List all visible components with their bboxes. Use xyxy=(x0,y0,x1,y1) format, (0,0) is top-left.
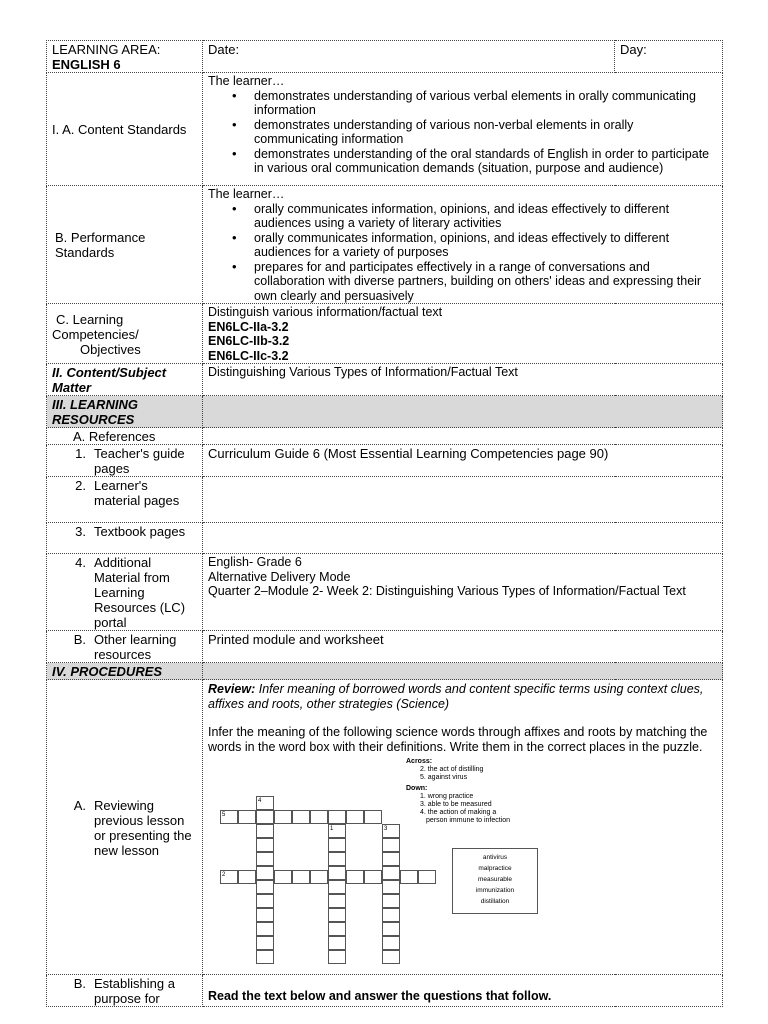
crossword-cell[interactable] xyxy=(382,936,400,950)
crossword-cell[interactable] xyxy=(346,870,364,884)
crossword-cell[interactable] xyxy=(310,870,328,884)
resource-number: 2. xyxy=(75,478,86,493)
procedures-row xyxy=(47,663,723,680)
resource-value-line: English- Grade 6 xyxy=(208,555,302,569)
resource-value-line: Quarter 2–Module 2- Week 2: Distinguishing Various Types of Information/Factual Text xyxy=(208,584,686,598)
subject-name: ENGLISH 6 xyxy=(52,57,121,72)
crossword-cell[interactable] xyxy=(328,810,346,824)
resource-value-line: Alternative Delivery Mode xyxy=(208,569,351,584)
crossword-cell[interactable] xyxy=(238,810,256,824)
review-cell xyxy=(203,680,723,975)
purpose-label-text: Establishing a purpose for xyxy=(94,976,175,1006)
crossword-cell[interactable] xyxy=(382,838,400,852)
crossword-cell[interactable] xyxy=(256,880,274,894)
procedures-cell xyxy=(203,663,723,680)
review-label xyxy=(47,680,203,975)
word-box xyxy=(452,848,538,914)
competency-code: EN6LC-IIc-3.2 xyxy=(208,348,289,363)
word-box-item: malpractice xyxy=(478,865,512,872)
references-row xyxy=(47,428,723,445)
content-standards-row xyxy=(47,73,723,186)
review-bold: Review: xyxy=(208,682,256,696)
competencies-label-line: Competencies/ xyxy=(52,326,139,342)
crossword-clue-number: 5 xyxy=(222,812,226,818)
purpose-number: B. xyxy=(73,976,86,991)
crossword-cell[interactable] xyxy=(382,880,400,894)
references-label: A. References xyxy=(47,428,203,445)
across-clue: 2. the act of distilling xyxy=(420,766,484,773)
review-statement xyxy=(208,682,717,711)
crossword-cell[interactable] xyxy=(328,838,346,852)
other-resources-label-text: Other learning resources xyxy=(94,632,177,662)
crossword-cell[interactable] xyxy=(256,950,274,964)
purpose-text: Read the text below and answer the questions that follow. xyxy=(203,975,723,1007)
crossword-cell[interactable] xyxy=(274,870,292,884)
competencies-row xyxy=(47,304,723,364)
resource-row xyxy=(47,445,723,477)
crossword-cell[interactable] xyxy=(328,936,346,950)
learning-resources-row xyxy=(47,396,723,428)
competencies-cell xyxy=(203,304,723,364)
competency-text: Distinguish various information/factual text xyxy=(208,305,443,319)
crossword-cell[interactable] xyxy=(328,852,346,866)
crossword-cell[interactable] xyxy=(256,866,274,880)
resource-label xyxy=(47,554,203,631)
crossword-cell[interactable] xyxy=(346,810,364,824)
review-row xyxy=(47,680,723,975)
crossword-cell[interactable] xyxy=(256,908,274,922)
crossword-cell[interactable] xyxy=(382,908,400,922)
crossword-cell[interactable] xyxy=(328,950,346,964)
crossword-cell[interactable] xyxy=(256,810,274,824)
crossword-cell[interactable] xyxy=(328,880,346,894)
other-resources-value: Printed module and worksheet xyxy=(203,631,723,663)
crossword-cell[interactable] xyxy=(238,870,256,884)
resource-number: 4. xyxy=(75,555,86,570)
resource-row xyxy=(47,554,723,631)
resource-label-text: Additional Material from Learning Resources (LC) portal xyxy=(94,555,186,630)
crossword-cell[interactable] xyxy=(256,824,274,838)
content-standards-intro: The learner… xyxy=(208,74,285,88)
day-label: Day: xyxy=(620,42,647,57)
resource-label xyxy=(47,445,203,477)
resource-row xyxy=(47,477,723,523)
crossword-cell[interactable] xyxy=(400,870,418,884)
crossword-cell[interactable] xyxy=(220,810,238,824)
crossword-cell[interactable] xyxy=(256,796,274,810)
resource-value xyxy=(203,477,723,523)
crossword-cell[interactable] xyxy=(382,852,400,866)
resource-value: Curriculum Guide 6 (Most Essential Learning Competencies page 90) xyxy=(203,445,723,477)
content-standard-item: • demonstrates understanding of various verbal elements in orally communicating information xyxy=(232,89,717,118)
crossword-cell[interactable] xyxy=(328,866,346,880)
resource-label-text: Learner's material pages xyxy=(94,478,180,508)
content-standard-item: • demonstrates understanding of various non-verbal elements in orally communicating information xyxy=(232,118,717,147)
crossword-cell[interactable] xyxy=(220,870,238,884)
crossword-cell[interactable] xyxy=(364,870,382,884)
crossword-cell[interactable] xyxy=(382,866,400,880)
resource-number: 3. xyxy=(75,524,86,539)
performance-standard-item: • orally communicates information, opinions, and ideas effectively to different audiences using a variety of literary activities xyxy=(232,202,717,231)
crossword-cell[interactable] xyxy=(382,824,400,838)
procedures-label: IV. PROCEDURES xyxy=(47,663,203,680)
subject-matter-label: II. Content/Subject Matter xyxy=(47,364,203,396)
crossword-puzzle xyxy=(220,758,550,966)
performance-standards-intro: The learner… xyxy=(208,187,285,201)
competencies-label xyxy=(47,304,203,364)
word-box-item: immunization xyxy=(475,887,515,894)
down-clue: 3. able to be measured xyxy=(420,801,492,808)
learning-area-label: LEARNING AREA: xyxy=(52,42,161,57)
date-cell xyxy=(203,41,615,73)
review-number: A. xyxy=(73,797,86,813)
crossword-cell[interactable] xyxy=(328,908,346,922)
crossword-cell[interactable] xyxy=(256,852,274,866)
other-resources-number: B. xyxy=(73,632,86,647)
crossword-cell[interactable] xyxy=(256,936,274,950)
learning-resources-label: III. LEARNING RESOURCES xyxy=(47,396,203,428)
crossword-clue-number: 3 xyxy=(384,826,388,832)
learning-resources-cell xyxy=(203,396,723,428)
down-clue: 1. wrong practice xyxy=(420,793,474,800)
across-heading: Across: xyxy=(406,758,433,765)
crossword-cell[interactable] xyxy=(256,838,274,852)
crossword-cell[interactable] xyxy=(310,810,328,824)
competencies-label-line: C. Learning xyxy=(56,311,124,327)
content-standards-label: I. A. Content Standards xyxy=(47,73,203,186)
crossword-clue-number: 4 xyxy=(258,798,262,804)
review-text: Infer meaning of borrowed words and content specific terms using context clues, affixes and roots, other strategies (Science) xyxy=(208,682,704,711)
performance-standards-label: B. Performance Standards xyxy=(47,186,203,304)
performance-standard-item: • prepares for and participates effectively in a range of conversations and collaboration with diverse partners, building on others' ideas and expressing their own clearly and persuasively xyxy=(232,260,717,304)
crossword-cell[interactable] xyxy=(382,950,400,964)
crossword-clue-number: 1 xyxy=(330,826,334,832)
lesson-plan-table xyxy=(46,40,723,1007)
date-label: Date: xyxy=(208,42,240,57)
crossword-cell[interactable] xyxy=(382,894,400,908)
purpose-row xyxy=(47,975,723,1007)
day-cell xyxy=(615,41,723,73)
crossword-cell[interactable] xyxy=(256,922,274,936)
across-clue: 5. against virus xyxy=(420,774,468,781)
resource-value xyxy=(203,554,723,631)
resource-label-text: Textbook pages xyxy=(94,524,186,539)
competency-code: EN6LC-IIb-3.2 xyxy=(208,334,290,348)
learning-area-cell xyxy=(47,41,203,73)
crossword-clues xyxy=(406,758,510,825)
resource-number: 1. xyxy=(75,446,86,461)
references-cell xyxy=(203,428,723,445)
crossword-cell[interactable] xyxy=(382,922,400,936)
crossword-cell[interactable] xyxy=(328,824,346,838)
header-row xyxy=(47,41,723,73)
word-box-item: antivirus xyxy=(482,854,508,861)
performance-standards-row xyxy=(47,186,723,304)
resource-row xyxy=(47,523,723,554)
resource-value xyxy=(203,523,723,554)
competencies-label-line: Objectives xyxy=(80,341,141,357)
crossword-cell[interactable] xyxy=(328,894,346,908)
subject-matter-cell: Distinguishing Various Types of Information/Factual Text xyxy=(203,364,723,396)
crossword-cell[interactable] xyxy=(292,870,310,884)
content-standard-item: • demonstrates understanding of the oral standards of English in order to participate in various oral communication demands (situation, purpose and audience) xyxy=(232,147,717,176)
puzzle-instructions: Infer the meaning of the following science words through affixes and roots by matching the words in the word box with their definitions. Write them in the correct places in the puzzle. xyxy=(208,725,708,754)
resource-label-text: Teacher's guide pages xyxy=(94,446,185,476)
competency-code: EN6LC-IIa-3.2 xyxy=(208,319,289,334)
resource-label xyxy=(47,477,203,523)
crossword-cell[interactable] xyxy=(274,810,292,824)
content-standards-cell xyxy=(203,73,723,186)
crossword-cell[interactable] xyxy=(418,870,436,884)
purpose-label xyxy=(47,975,203,1007)
word-box-item: measurable xyxy=(478,876,512,883)
crossword-cell[interactable] xyxy=(364,810,382,824)
review-label-text: Reviewing previous lesson or presenting the new lesson xyxy=(94,797,192,858)
performance-standards-cell xyxy=(203,186,723,304)
resource-label xyxy=(47,523,203,554)
crossword-cell[interactable] xyxy=(328,922,346,936)
crossword-clue-number: 2 xyxy=(222,872,226,878)
subject-matter-row xyxy=(47,364,723,396)
word-box-item: distillation xyxy=(480,898,510,905)
crossword-cell[interactable] xyxy=(256,894,274,908)
down-clue: person immune to infection xyxy=(426,817,511,824)
down-clue: 4. the action of making a xyxy=(420,809,497,816)
other-resources-label xyxy=(47,631,203,663)
other-resources-row xyxy=(47,631,723,663)
crossword-cell[interactable] xyxy=(292,810,310,824)
performance-standard-item: • orally communicates information, opinions, and ideas effectively to different audiences for a variety of purposes xyxy=(232,231,717,260)
down-heading: Down: xyxy=(406,785,428,792)
